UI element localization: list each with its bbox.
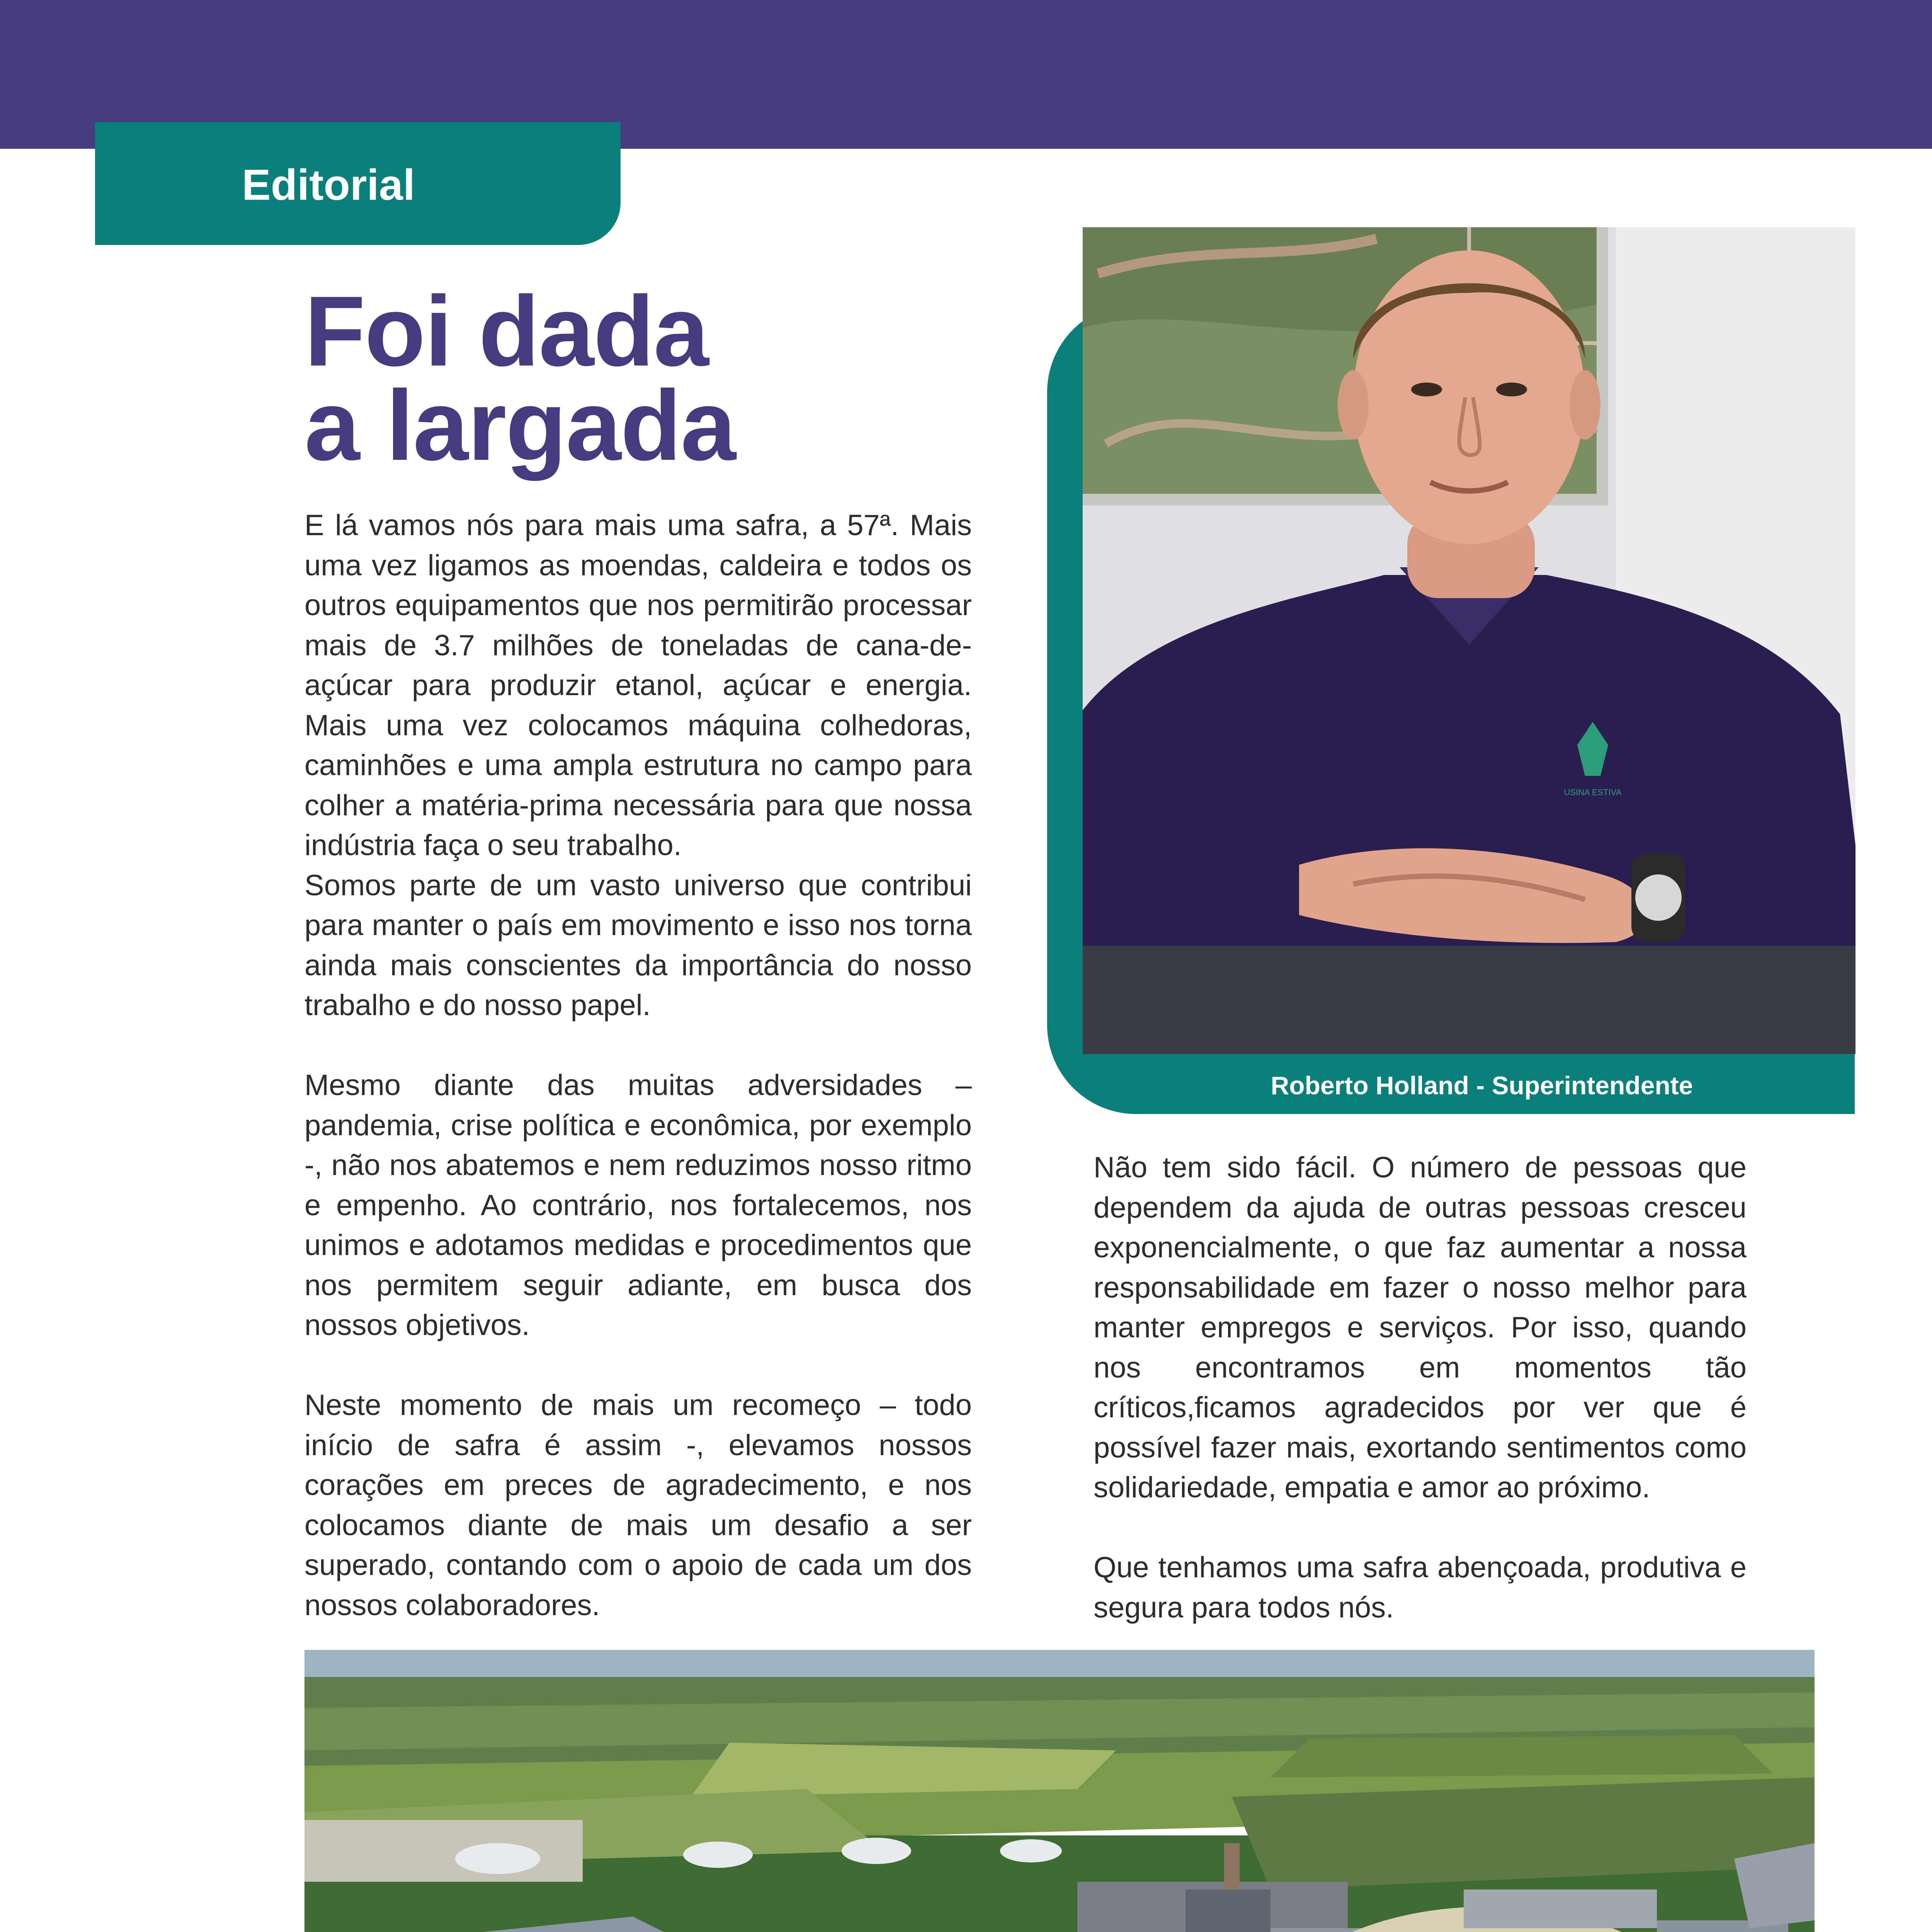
aerial-mill-photo [304,1650,1815,1932]
paragraph: Mesmo diante das muitas adversidades – pandemia, crise política e econômica, por exemplo -, não nos abatemos e nem reduzimos nosso ritmo e empenho. Ao contrário, nos fortalecemos, nos unimos e adotamos medidas e procedimentos que nos permitem seguir adiante, em busca dos nossos objetivos. [304,1069,972,1342]
shirt-logo-text: USINA ESTIVA [1564,787,1622,797]
paragraph: Somos parte de um vasto universo que contribui para manter o país em movimento e isso nos torna ainda mais conscientes da importância do nosso trabalho e do nosso papel. [304,869,972,1022]
editorial-left-column [304,505,972,1625]
photo-caption: Roberto Holland - Superintendente [1270,1071,1693,1100]
paragraph: Neste momento de mais um recomeço – todo início de safra é assim -, elevamos nossos corações em preces de agradecimento, e nos colocamos diante de mais um desafio a ser superado, contando com o apoio de cada um dos nossos colaboradores. [304,1389,972,1622]
photo-caption-bar [1151,1059,1812,1112]
portrait-photo [1083,227,1855,1054]
section-label: Editorial [242,161,415,209]
headline [304,275,961,481]
section-tab [95,122,621,245]
headline-line-2: a largada [304,369,735,481]
editorial-right-column [1094,1148,1747,1628]
headline-line-1: Foi dada [304,275,708,387]
paragraph: Que tenhamos uma safra abençoada, produtiva e segura para todos nós. [1094,1551,1747,1624]
paragraph: E lá vamos nós para mais uma safra, a 57ª. Mais uma vez ligamos as moendas, caldeira e todos os outros equipamentos que nos permitirão processar mais de 3.7 milhões de toneladas de cana-de-açúcar para produzir etanol, açúcar e energia. Mais uma vez colocamos máquina colhedoras, caminhões e uma ampla estrutura no campo para colher a matéria-prima necessária para que nossa indústria faça o seu trabalho. [304,509,972,862]
paragraph: Não tem sido fácil. O número de pessoas que dependem da ajuda de outras pessoas cresceu exponencialmente, o que faz aumentar a nossa responsabilidade em fazer o nosso melhor para manter empregos e serviços. Por isso, quando nos encontramos em momentos tão críticos,ficamos agradecidos por ver que é possível fazer mais, exortando sentimentos como solidariedade, empatia e amor ao próximo. [1094,1151,1747,1504]
